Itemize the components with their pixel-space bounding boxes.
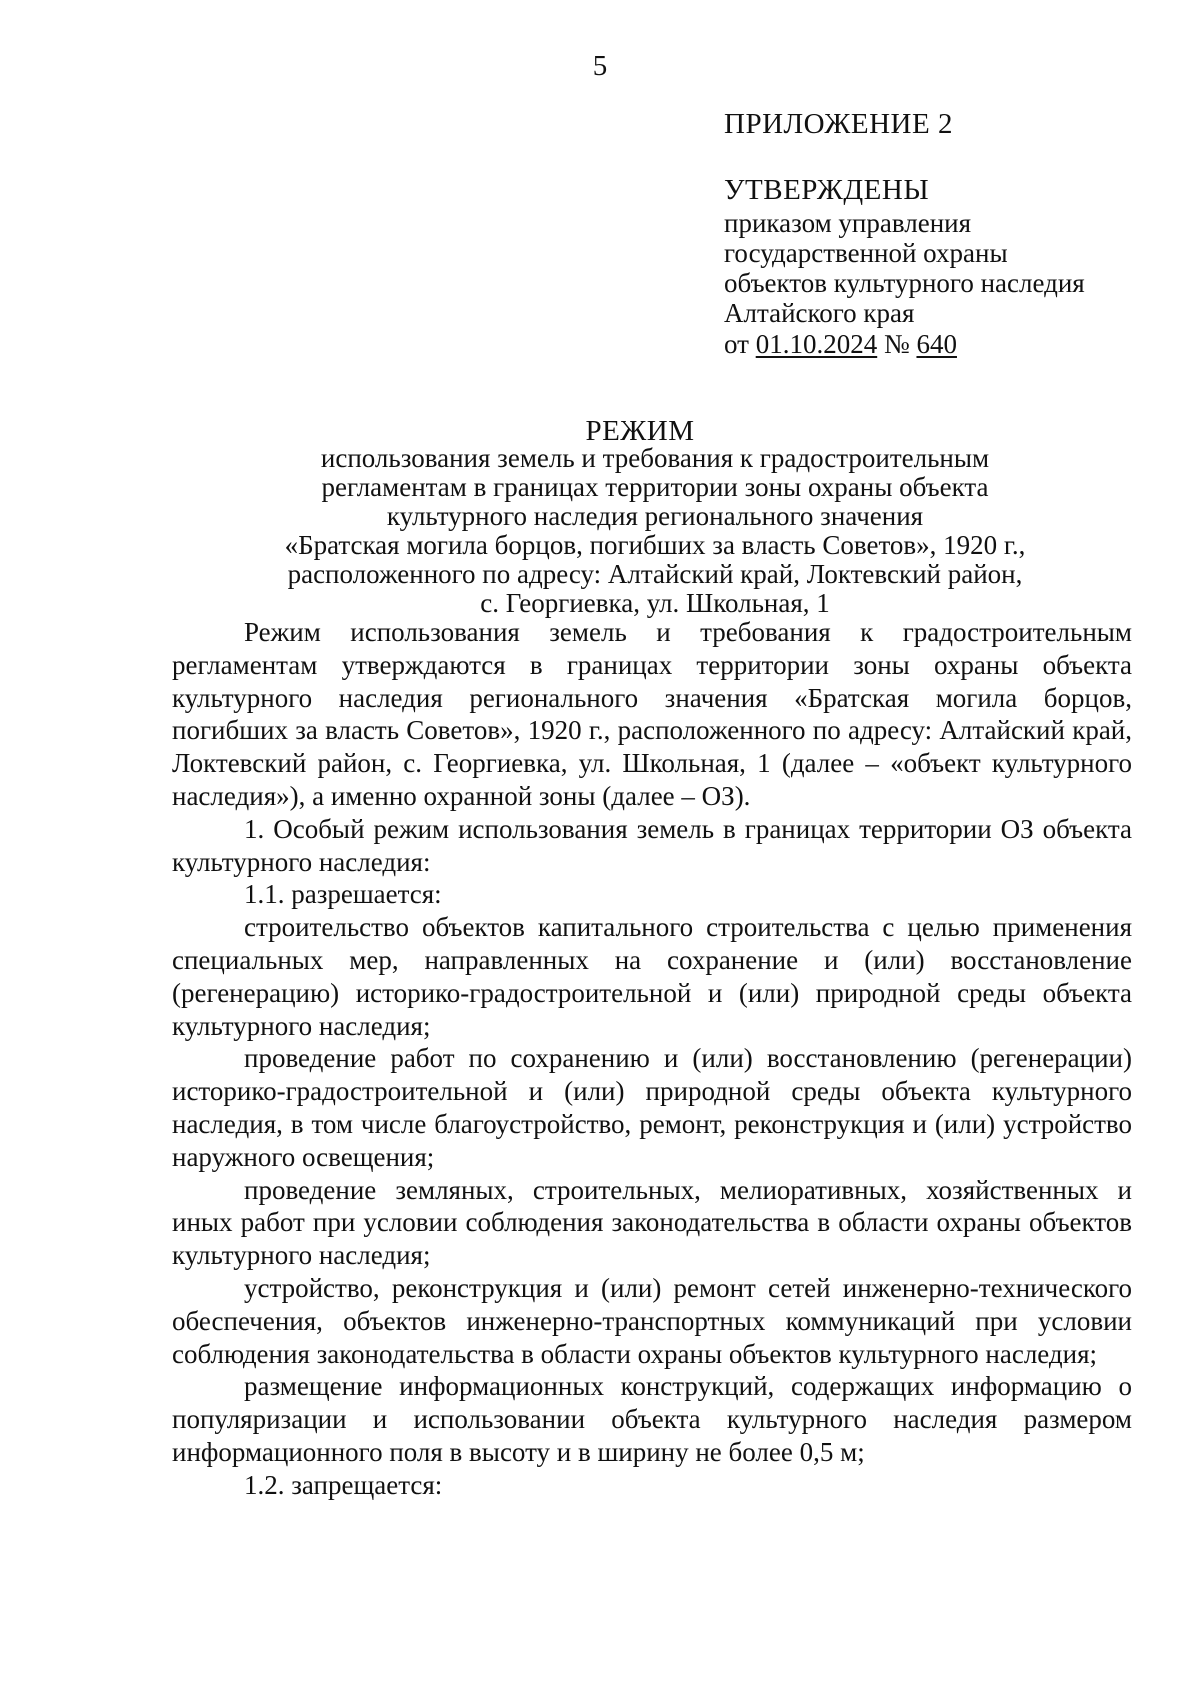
approved-by-line-1: приказом управления <box>724 208 972 238</box>
order-prefix: от <box>724 329 756 359</box>
order-number-sign: № <box>877 329 917 359</box>
allowed-item: строительство объектов капитального строительства с целью применения специальных мер, направленных на сохранение и (или) восстановление (регенерацию) историко-градостроительной и (или) природной среды объекта культурного наследия; <box>172 912 1132 1041</box>
document-body <box>172 616 1132 1502</box>
appendix-title: ПРИЛОЖЕНИЕ 2 <box>724 108 953 140</box>
approved-by-line-3: объектов культурного наследия <box>724 268 1085 298</box>
approval-stamp-block <box>724 106 1164 360</box>
order-date: 01.10.2024 <box>755 329 878 359</box>
subtitle-line: «Братская могила борцов, погибших за власть Советов», 1920 г., <box>284 530 1026 560</box>
intro-paragraph: Режим использования земель и требования к градостроительным регламентам утверждаются в границах территории зоны охраны объекта культурного наследия регионального значения «Братская могила борцов, погибших за власть Советов», 1920 г., расположенного по адресу: Алтайский край, Локтевский район, с. Георгиевка, ул. Школьная, 1 (далее – «объект культурного наследия»), а именно охранной зоны (далее – ОЗ). <box>172 617 1132 811</box>
subtitle-line: культурного наследия регионального значения <box>386 501 924 531</box>
section-1-paragraph: 1. Особый режим использования земель в границах территории ОЗ объекта культурного наследия: <box>172 813 1132 877</box>
allowed-item: размещение информационных конструкций, содержащих информацию о популяризации и использовании объекта культурного наследия размером информационного поля в высоту и в ширину не более 0,5 м; <box>172 1371 1132 1467</box>
allowed-item: проведение работ по сохранению и (или) восстановлению (регенерации) историко-градостроительной и (или) природной среды объекта культурного наследия, в том числе благоустройство, ремонт, реконструкция и (или) устройство наружного освещения; <box>172 1043 1132 1172</box>
section-1-1-heading: 1.1. разрешается: <box>244 879 442 910</box>
page-number: 5 <box>592 50 608 82</box>
allowed-item: устройство, реконструкция и (или) ремонт сетей инженерно-технического обеспечения, объектов инженерно-транспортных коммуникаций при условии соблюдения законодательства в области охраны объектов культурного наследия; <box>172 1272 1132 1369</box>
approved-heading: УТВЕРЖДЕНЫ <box>724 174 930 206</box>
approved-by-line-2: государственной охраны <box>724 238 1008 268</box>
approved-by-line-4: Алтайского края <box>724 298 915 328</box>
document-title: РЕЖИМ <box>585 415 695 447</box>
subtitle-line: расположенного по адресу: Алтайский край, Локтевский район, <box>287 559 1023 589</box>
subtitle-line: с. Георгиевка, ул. Школьная, 1 <box>480 588 830 618</box>
allowed-item: проведение земляных, строительных, мелиоративных, хозяйственных и иных работ при условии соблюдения законодательства в области охраны объектов культурного наследия; <box>172 1174 1132 1271</box>
order-number: 640 <box>916 329 957 359</box>
subtitle-line: регламентам в границах территории зоны охраны объекта <box>321 472 989 502</box>
subtitle-line: использования земель и требования к градостроительным <box>320 443 990 473</box>
section-1-2-heading: 1.2. запрещается: <box>244 1469 443 1500</box>
document-subtitle <box>140 444 1170 618</box>
order-reference <box>724 328 1164 360</box>
